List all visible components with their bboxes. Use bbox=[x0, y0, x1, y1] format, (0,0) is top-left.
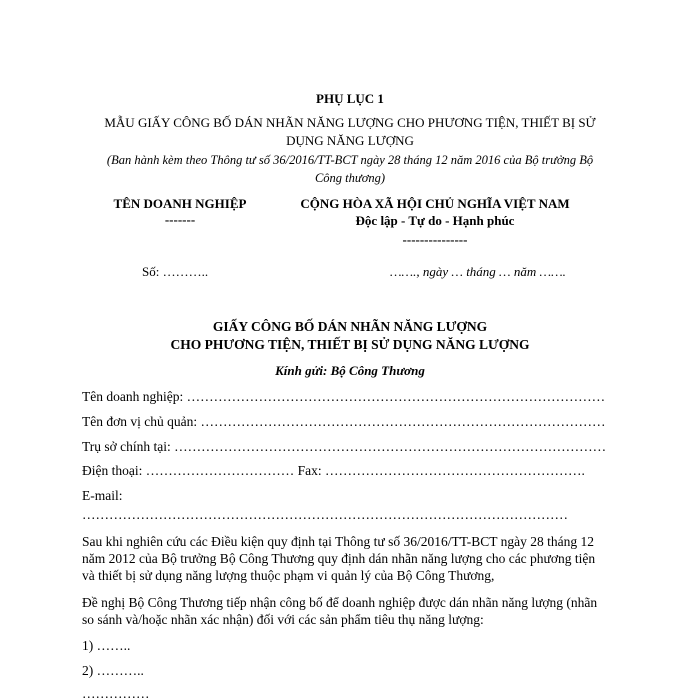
product-item-1: 1) …….. bbox=[82, 638, 131, 653]
field-email-label: E-mail: bbox=[82, 488, 123, 503]
product-item-2: 2) ……….. bbox=[82, 663, 144, 678]
form-title-line1: GIẤY CÔNG BỐ DÁN NHÃN NĂNG LƯỢNG bbox=[212, 319, 488, 334]
annex-subtitle-line1: MẪU GIẤY CÔNG BỐ DÁN NHÃN NĂNG LƯỢNG CHO PHƯƠNG TIỆN, THIẾT BỊ SỬ bbox=[104, 115, 596, 130]
recipient bbox=[0, 362, 700, 379]
form-title-line2: CHO PHƯƠNG TIỆN, THIẾT BỊ SỬ DỤNG NĂNG LƯỢNG bbox=[170, 337, 530, 352]
paragraph-1-line2: năm 2012 của Bộ trưởng Bộ Công Thương quy định dán nhãn năng lượng cho các phương tiện bbox=[82, 551, 596, 566]
paragraph-1-line1: Sau khi nghiên cứu các Điều kiện quy định tại Thông tư số 36/2016/TT-BCT ngày 28 tháng 12 bbox=[82, 534, 594, 549]
paragraph-2-line2: so sánh và/hoặc nhãn xác nhận) đối với các sản phẩm tiêu thụ năng lượng: bbox=[82, 612, 484, 627]
field-company-name: Tên doanh nghiệp: ………………………………………………………………………………… bbox=[82, 389, 606, 404]
paragraph-1-line3: và thiết bị sử dụng năng lượng thuộc phạm vi quản lý của Bộ Công Thương, bbox=[82, 568, 495, 583]
annex-subtitle-line2: DỤNG NĂNG LƯỢNG bbox=[286, 133, 414, 148]
annex-note-line1: (Ban hành kèm theo Thông tư số 36/2016/TT-BCT ngày 28 tháng 12 năm 2016 của Bộ trưởng Bộ bbox=[106, 153, 594, 167]
company-rule: ------- bbox=[164, 212, 196, 227]
document-date: ……., ngày … tháng … năm ……. bbox=[390, 264, 566, 279]
annex-note-line2: Công thương) bbox=[314, 171, 386, 185]
document-number: Số: ……….. bbox=[142, 264, 209, 279]
field-head-office: Trụ sở chính tại: …………………………………………………………………………………… bbox=[82, 439, 607, 454]
company-name-heading: TÊN DOANH NGHIỆP bbox=[113, 196, 247, 211]
nation-heading: CỘNG HÒA XÃ HỘI CHỦ NGHĨA VIỆT NAM bbox=[300, 196, 570, 211]
recipient-text: Kính gửi: Bộ Công Thương bbox=[275, 363, 425, 378]
motto-rule: --------------- bbox=[402, 232, 468, 247]
annex-title: PHỤ LỤC 1 bbox=[316, 91, 384, 106]
field-email-dots: ……………………………………………………………………………………………… bbox=[82, 507, 568, 522]
product-item-3: …………… bbox=[82, 686, 150, 700]
motto: Độc lập - Tự do - Hạnh phúc bbox=[355, 213, 515, 228]
paragraph-2-line1: Đề nghị Bộ Công Thương tiếp nhận công bố để doanh nghiệp được dán nhãn năng lượng (nhãn bbox=[82, 595, 598, 610]
field-phone-fax: Điện thoại: …………………………… Fax: …………………………………………………. bbox=[82, 463, 585, 478]
field-managing-unit: Tên đơn vị chủ quản: ……………………………………………………………………………… bbox=[82, 414, 606, 429]
